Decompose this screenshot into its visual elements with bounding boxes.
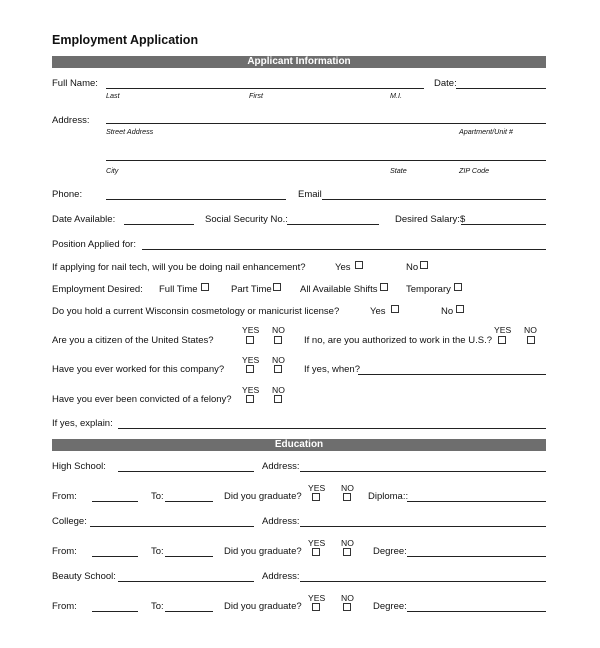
street-address-caption: Street Address [106,127,154,136]
college-address-field[interactable] [300,526,546,527]
phone-label: Phone: [52,189,83,200]
if-yes-when-field[interactable] [358,374,546,375]
citizen-no-checkbox[interactable] [274,336,282,344]
ssn-field[interactable] [287,224,379,225]
full-name-label: Full Name: [52,78,98,89]
if-yes-when-label: If yes, when? [304,364,360,375]
worked-yes-checkbox[interactable] [246,365,254,373]
ssn-label: Social Security No.: [205,214,288,225]
high-school-from-field[interactable] [92,501,138,502]
section-header-applicant-information: Applicant Information [52,56,546,68]
city-state-zip-field[interactable] [106,160,546,161]
high-school-to-label: To: [151,491,164,502]
high-school-to-field[interactable] [165,501,213,502]
temporary-label: Temporary [406,284,451,295]
license-yes-checkbox[interactable] [391,305,399,313]
desired-salary-field[interactable] [461,224,546,225]
nail-yes-checkbox[interactable] [355,261,363,269]
beauty-school-to-label: To: [151,601,164,612]
worked-no-checkbox[interactable] [274,365,282,373]
date-available-label: Date Available: [52,214,116,225]
high-school-yes-checkbox[interactable] [312,493,320,501]
beauty-school-field[interactable] [118,581,254,582]
date-label: Date: [434,78,457,89]
all-shifts-label: All Available Shifts [300,284,378,295]
authorized-yes-checkbox[interactable] [498,336,506,344]
license-no-checkbox[interactable] [456,305,464,313]
email-label: Email [298,189,322,200]
felony-yes-label: YES [242,385,260,395]
first-name-caption: First [249,91,263,100]
college-yes-checkbox[interactable] [312,548,320,556]
nail-no-label: No [406,262,419,273]
last-name-caption: Last [106,91,120,100]
license-yes-label: Yes [370,306,386,317]
citizen-yes-label: YES [242,325,260,335]
city-caption: City [106,166,119,175]
all-shifts-checkbox[interactable] [380,283,388,291]
college-to-label: To: [151,546,164,557]
college-from-field[interactable] [92,556,138,557]
date-field[interactable] [456,88,546,89]
position-label: Position Applied for: [52,239,136,250]
high-school-graduate-question: Did you graduate? [224,491,302,502]
beauty-school-no-label: NO [341,593,354,603]
diploma-field[interactable] [407,501,546,502]
license-question: Do you hold a current Wisconsin cosmetology or manicurist license? [52,306,340,317]
phone-field[interactable] [106,199,286,200]
beauty-school-address-label: Address: [262,571,300,582]
high-school-from-label: From: [52,491,77,502]
beauty-school-address-field[interactable] [300,581,546,582]
nail-no-checkbox[interactable] [420,261,428,269]
college-graduate-question: Did you graduate? [224,546,302,557]
college-from-label: From: [52,546,77,557]
college-to-field[interactable] [165,556,213,557]
nail-enhancement-question: If applying for nail tech, will you be doing nail enhancement? [52,262,306,273]
diploma-label: Diploma:: [368,491,409,502]
beauty-school-yes-checkbox[interactable] [312,603,320,611]
part-time-checkbox[interactable] [273,283,281,291]
zip-caption: ZIP Code [459,166,490,175]
high-school-field[interactable] [118,471,254,472]
worked-before-question: Have you ever worked for this company? [52,364,225,375]
full-time-checkbox[interactable] [201,283,209,291]
employment-desired-label: Employment Desired: [52,284,143,295]
position-field[interactable] [142,249,546,250]
beauty-school-yes-label: YES [308,593,326,603]
license-no-label: No [441,306,454,317]
high-school-address-label: Address: [262,461,300,472]
high-school-yes-label: YES [308,483,326,493]
worked-no-label: NO [272,355,285,365]
if-yes-explain-field[interactable] [118,428,546,429]
if-yes-explain-label: If yes, explain: [52,418,113,429]
state-caption: State [390,166,407,175]
college-label: College: [52,516,87,527]
citizen-yes-checkbox[interactable] [246,336,254,344]
beauty-school-from-label: From: [52,601,77,612]
section-header-education: Education [52,439,546,451]
felony-question: Have you ever been convicted of a felony? [52,394,232,405]
citizen-no-label: NO [272,325,285,335]
email-field[interactable] [322,199,546,200]
full-time-label: Full Time [159,284,198,295]
high-school-label: High School: [52,461,106,472]
temporary-checkbox[interactable] [454,283,462,291]
part-time-label: Part Time [231,284,272,295]
college-degree-field[interactable] [407,556,546,557]
college-field[interactable] [90,526,254,527]
desired-salary-label: Desired Salary:$ [395,214,466,225]
beauty-school-from-field[interactable] [92,611,138,612]
authorized-question: If no, are you authorized to work in the U.S.? [304,335,492,346]
college-address-label: Address: [262,516,300,527]
middle-initial-caption: M.I. [390,91,402,100]
beauty-school-degree-field[interactable] [407,611,546,612]
full-name-field[interactable] [106,88,424,89]
beauty-school-label: Beauty School: [52,571,116,582]
beauty-school-to-field[interactable] [165,611,213,612]
college-yes-label: YES [308,538,326,548]
high-school-address-field[interactable] [300,471,546,472]
beauty-school-graduate-question: Did you graduate? [224,601,302,612]
authorized-yes-label: YES [494,325,512,335]
high-school-no-label: NO [341,483,354,493]
college-no-label: NO [341,538,354,548]
date-available-field[interactable] [124,224,194,225]
authorized-no-checkbox[interactable] [527,336,535,344]
citizen-question: Are you a citizen of the United States? [52,335,214,346]
felony-yes-checkbox[interactable] [246,395,254,403]
apartment-caption: Apartment/Unit # [459,127,513,136]
nail-yes-label: Yes [335,262,351,273]
felony-no-label: NO [272,385,285,395]
college-no-checkbox[interactable] [343,548,351,556]
page-title: Employment Application [52,33,199,47]
authorized-no-label: NO [524,325,537,335]
beauty-school-no-checkbox[interactable] [343,603,351,611]
high-school-no-checkbox[interactable] [343,493,351,501]
address-label: Address: [52,115,90,126]
street-address-field[interactable] [106,123,546,124]
felony-no-checkbox[interactable] [274,395,282,403]
beauty-school-degree-label: Degree: [373,601,407,612]
worked-yes-label: YES [242,355,260,365]
college-degree-label: Degree: [373,546,407,557]
